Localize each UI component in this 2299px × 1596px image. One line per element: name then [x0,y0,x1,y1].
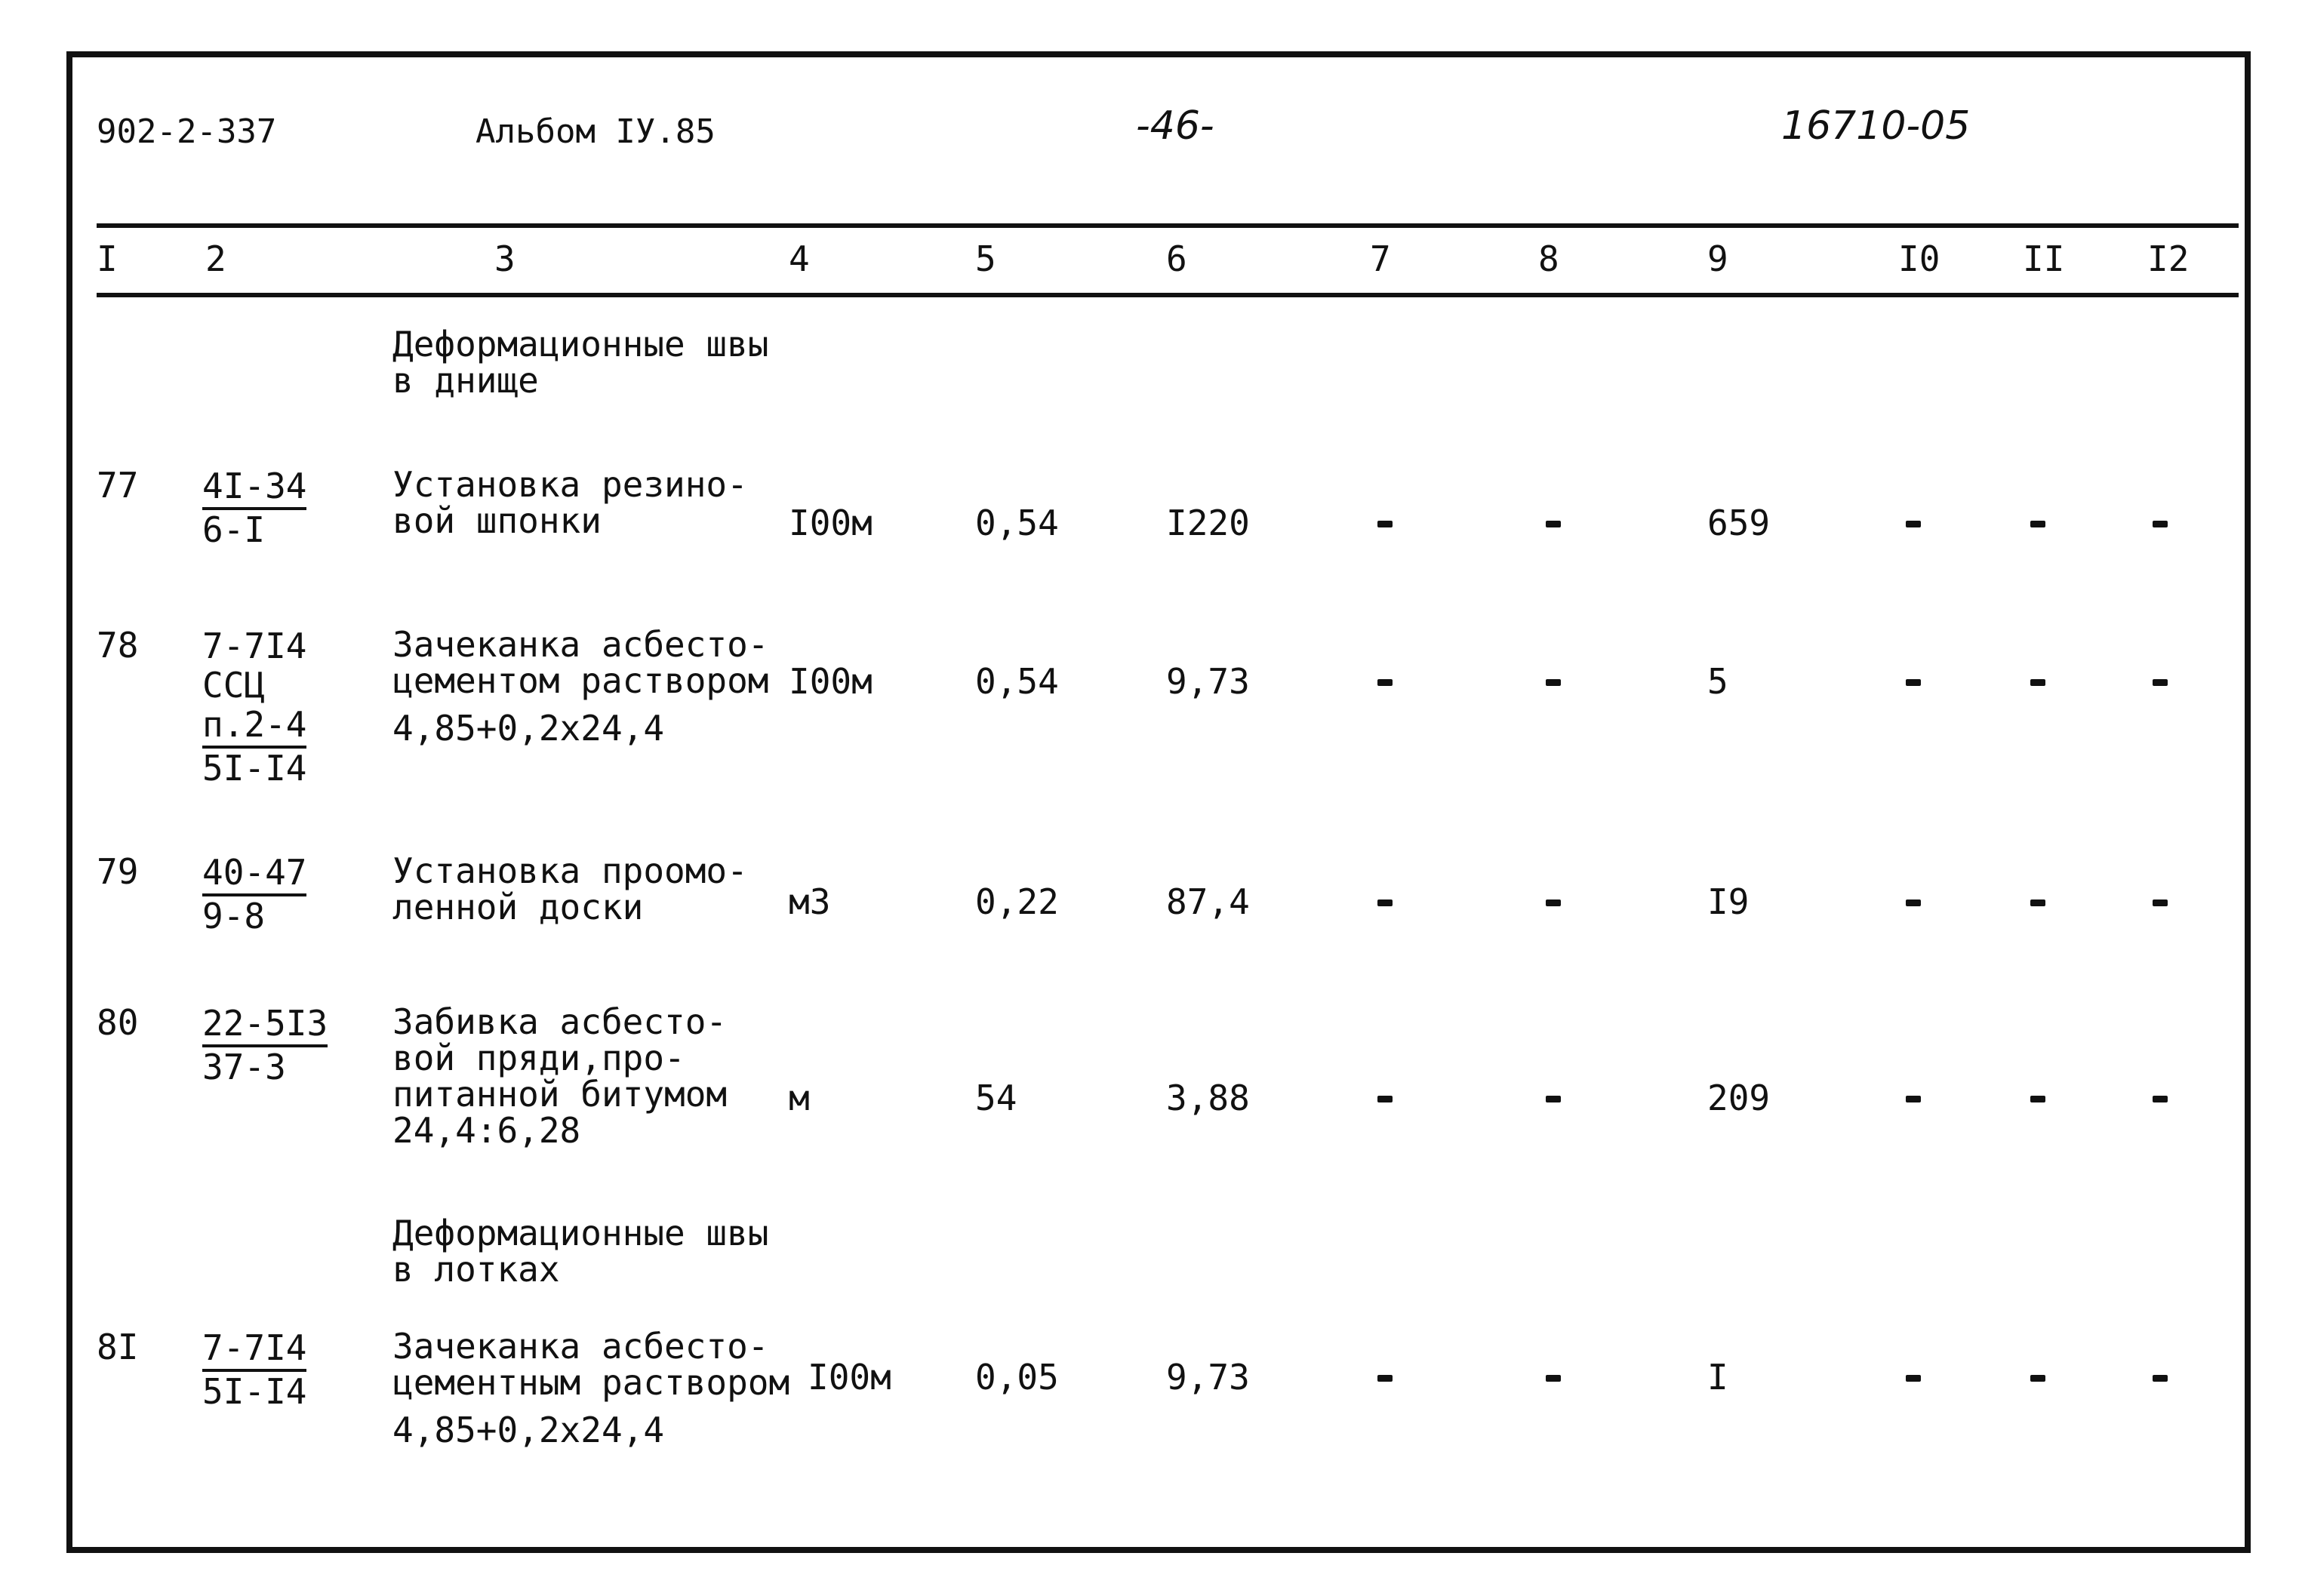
col-header-1: I [97,238,118,279]
col-header-10: I0 [1898,238,1940,279]
norm-code [202,626,306,788]
section-title-trays: Деформационные швы в лотках [392,1213,769,1290]
norm-code-bottom: 9-8 [202,896,266,936]
row-number: 80 [97,1002,139,1043]
quantity: 0,54 [975,503,1059,543]
norm-code-top: п.2-4 [202,705,306,749]
archive-number: 16710-05 [1781,103,1971,149]
quantity: 0,05 [975,1357,1059,1398]
dash-col12 [2153,679,2168,686]
total-cost: I [1707,1357,1728,1398]
unit: м3 [789,881,831,922]
col-header-4: 4 [789,238,810,279]
row-number: 78 [97,625,139,666]
dash-col8 [1546,1096,1561,1102]
col-header-6: 6 [1166,238,1187,279]
norm-code [202,853,306,936]
section-title-bottom: Деформационные швы в днище [392,324,769,401]
dash-col11 [2030,1375,2045,1382]
norm-code-top: 7-7I4 [202,1328,306,1372]
work-description: Установка проомо- ленной доски [392,850,748,927]
dash-col7 [1377,521,1393,527]
work-description: Установка резино- вой шпонки [392,464,748,541]
dash-col10 [1906,521,1921,527]
norm-code-lines: 7-7I4 ССЦ [202,626,307,706]
unit: I00м [789,661,873,702]
row-number: 79 [97,851,139,892]
norm-code-top: 40-47 [202,853,306,896]
dash-col12 [2153,899,2168,906]
quantity: 0,22 [975,881,1059,922]
dash-col10 [1906,1096,1921,1102]
norm-code-bottom: 37-3 [202,1047,286,1087]
quantity: 0,54 [975,661,1059,702]
work-description: Зачеканка асбесто- цементным раствором [392,1326,790,1403]
total-cost: I9 [1707,881,1750,922]
dash-col7 [1377,1375,1393,1382]
total-cost: 5 [1707,661,1728,702]
unit: м [789,1078,810,1118]
doc-code: 902-2-337 [97,112,277,151]
dash-col11 [2030,521,2045,527]
col-header-7: 7 [1370,238,1391,279]
dash-col12 [2153,521,2168,527]
unit-price: I220 [1166,503,1250,543]
col-header-2: 2 [205,238,226,279]
formula: 4,85+0,2х24,4 [392,1410,665,1450]
norm-code-bottom: 5I-I4 [202,748,307,789]
norm-code-bottom: 5I-I4 [202,1371,307,1412]
norm-code [202,466,306,549]
unit: I00м [789,503,873,543]
dash-col10 [1906,1375,1921,1382]
formula: 4,85+0,2х24,4 [392,708,665,749]
unit-price: 87,4 [1166,881,1250,922]
dash-col7 [1377,899,1393,906]
row-number: 8I [97,1327,139,1367]
norm-code [202,1328,306,1411]
album-title: Альбом IУ.85 [475,112,716,151]
norm-code-bottom: 6-I [202,509,266,550]
unit: I00м [808,1357,891,1398]
page-number: -46- [1136,103,1214,149]
dash-col11 [2030,1096,2045,1102]
row-number: 77 [97,465,139,506]
dash-col8 [1546,521,1561,527]
header-rule-top [97,223,2239,228]
work-description: Зачеканка асбесто- цементом раствором [392,624,769,701]
col-header-9: 9 [1707,238,1728,279]
col-header-3: 3 [494,238,516,279]
dash-col8 [1546,679,1561,686]
dash-col11 [2030,679,2045,686]
dash-col10 [1906,899,1921,906]
dash-col8 [1546,899,1561,906]
dash-col11 [2030,899,2045,906]
dash-col8 [1546,1375,1561,1382]
dash-col12 [2153,1096,2168,1102]
work-description: Забивка асбесто- вой пряди,про- питанной битумом 24,4:6,28 [392,1001,728,1151]
quantity: 54 [975,1078,1017,1118]
dash-col10 [1906,679,1921,686]
dash-col7 [1377,1096,1393,1102]
norm-code-top: 22-5I3 [202,1004,328,1047]
col-header-5: 5 [975,238,996,279]
header-rule-bottom [97,293,2239,297]
dash-col7 [1377,679,1393,686]
unit-price: 3,88 [1166,1078,1250,1118]
col-header-11: II [2023,238,2065,279]
col-header-12: I2 [2147,238,2190,279]
dash-col12 [2153,1375,2168,1382]
col-header-8: 8 [1538,238,1559,279]
norm-code [202,1004,328,1087]
norm-code-top: 4I-34 [202,466,306,510]
unit-price: 9,73 [1166,1357,1250,1398]
unit-price: 9,73 [1166,661,1250,702]
total-cost: 209 [1707,1078,1771,1118]
total-cost: 659 [1707,503,1771,543]
